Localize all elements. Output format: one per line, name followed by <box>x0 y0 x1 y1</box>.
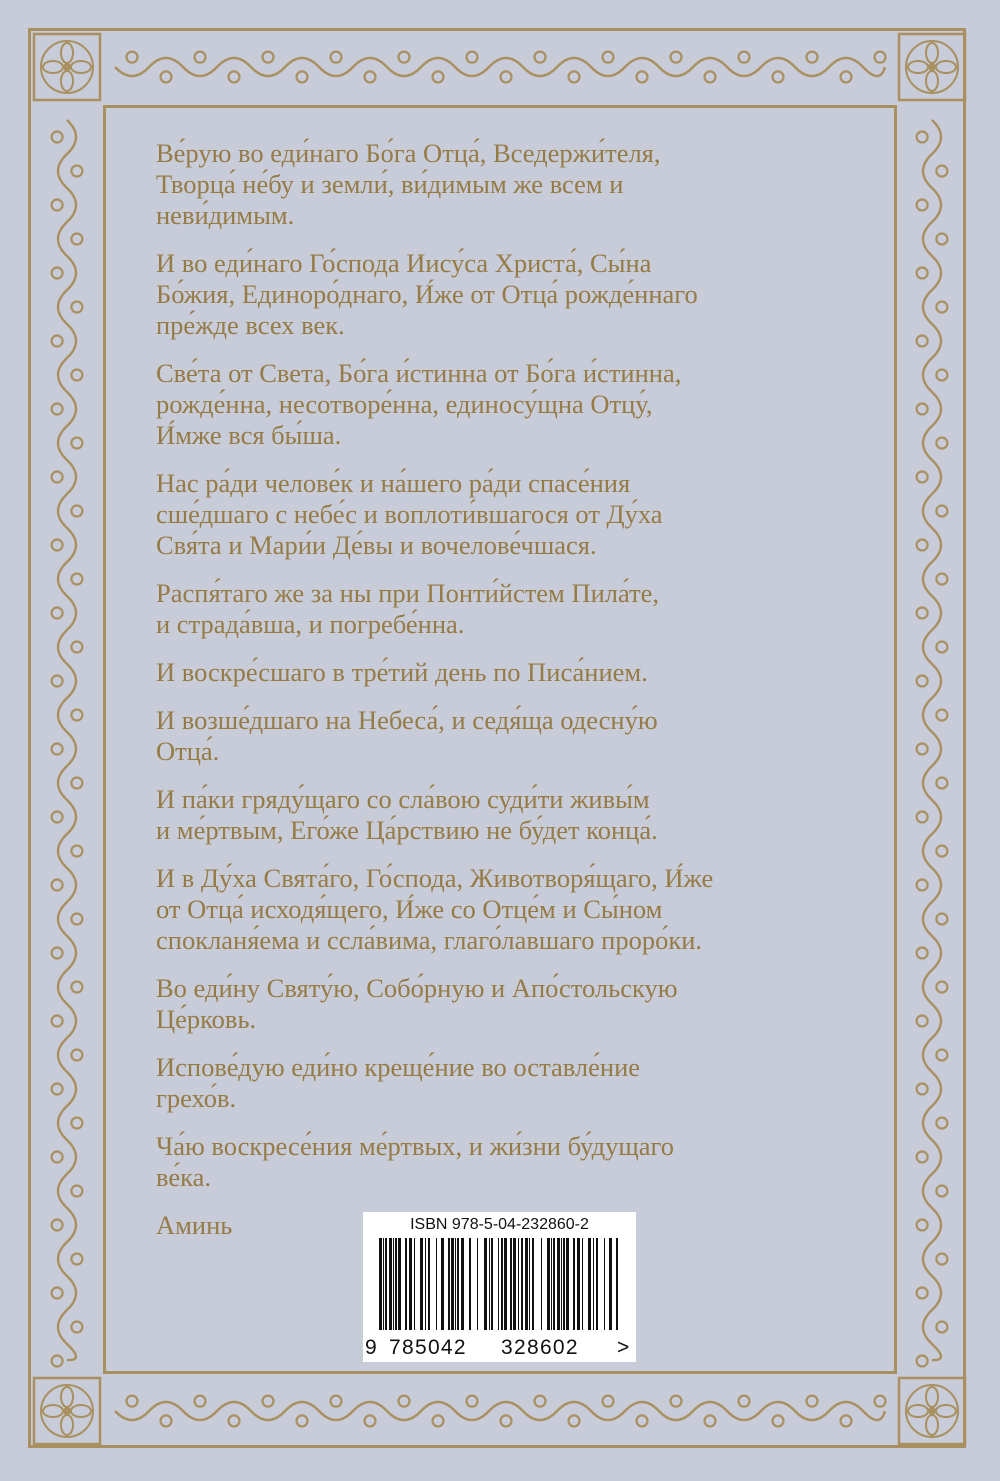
barcode-bar <box>501 1238 503 1330</box>
vine-curl <box>433 71 444 82</box>
vine-curl <box>52 1356 63 1367</box>
creed-line: сше́дшаго с небе́с и воплоти́вшагося от Ду́ха <box>156 499 663 529</box>
barcode-bar <box>425 1238 426 1330</box>
vine-curl <box>331 1396 342 1407</box>
vine-curl <box>917 1016 928 1027</box>
vine-curl <box>71 1254 82 1265</box>
vine-curl <box>52 404 63 415</box>
barcode-bar <box>553 1238 555 1330</box>
vine-curl <box>705 71 716 82</box>
creed-line: Испове́дую еди́но креще́ние во оставле́ние <box>156 1052 641 1082</box>
barcode-bar <box>455 1238 456 1330</box>
barcode-bar <box>379 1238 382 1330</box>
bottom-vine-ornament <box>115 1396 886 1427</box>
vine-curl <box>936 166 947 177</box>
creed-line: Во еди́ну Святу́ю, Собо́рную и Апо́стольскую <box>156 973 678 1003</box>
vine-curl <box>705 1415 716 1426</box>
creed-line: Ве́рую во еди́наго Бо́га Отца́, Вседержи́теля, <box>156 138 661 168</box>
creed-line: Распя́таго же за ны при Понти́йстем Пила́те, <box>156 578 660 608</box>
left-vine-ornament <box>52 120 83 1367</box>
barcode-bar <box>409 1238 412 1330</box>
creed-paragraph <box>156 705 856 767</box>
barcode-bar <box>385 1238 387 1330</box>
vine-curl <box>501 1415 512 1426</box>
barcode-bar <box>457 1238 459 1330</box>
barcode-bar <box>484 1238 487 1330</box>
vine-curl <box>773 71 784 82</box>
barcode-bar <box>513 1238 516 1330</box>
vine-curl <box>917 676 928 687</box>
creed-line: И воскре́сшаго в тре́тий день по Писа́нием. <box>156 657 648 687</box>
vine-curl <box>52 880 63 891</box>
vine-curl <box>52 540 63 551</box>
vine-curl <box>71 506 82 517</box>
vine-curl <box>399 52 410 63</box>
vine-curl <box>936 846 947 857</box>
rosette-icon <box>34 34 100 100</box>
creed-line: И во еди́наго Го́спода Иису́са Христа́, Сы́на <box>156 248 652 278</box>
vine-curl <box>603 1396 614 1407</box>
vine-curl <box>365 1415 376 1426</box>
creed-line: спокланя́ема и ссла́вима, глаго́лавшаго проро́ки. <box>156 925 703 955</box>
vine-curl <box>917 404 928 415</box>
vine-curl <box>936 778 947 789</box>
barcode-bar <box>420 1238 423 1330</box>
vine-curl <box>52 608 63 619</box>
vine-curl <box>917 880 928 891</box>
barcode-digits-right: 328602 <box>501 1336 579 1359</box>
vine-curl <box>807 52 818 63</box>
creed-line: Ча́ю воскресе́ния ме́ртвых, и жи́зни бу́дущаго <box>156 1131 674 1161</box>
isbn-label: ISBN 978-5-04-232860-2 <box>410 1216 589 1233</box>
creed-paragraph <box>156 973 856 1035</box>
barcode-bar <box>532 1238 534 1330</box>
vine-curl <box>71 1186 82 1197</box>
barcode-bar <box>563 1238 565 1330</box>
vine-curl <box>936 982 947 993</box>
vine-curl <box>52 472 63 483</box>
vine-curl <box>917 200 928 211</box>
creed-line: ве́ка. <box>156 1162 211 1192</box>
barcode-bar <box>428 1238 430 1330</box>
right-vine-ornament <box>917 120 948 1367</box>
vine-curl <box>127 1396 138 1407</box>
creed-paragraph <box>156 784 856 846</box>
barcode-bars <box>379 1238 621 1338</box>
creed-line: И па́ки гряду́щаго со сла́вою суди́ти живы́м <box>156 784 650 814</box>
vine-curl <box>52 812 63 823</box>
barcode-bar <box>521 1238 523 1330</box>
vine-curl <box>936 914 947 925</box>
vine-curl <box>501 71 512 82</box>
vine-curl <box>52 676 63 687</box>
vine-curl <box>433 1415 444 1426</box>
vine-curl <box>936 574 947 585</box>
vine-stem <box>923 120 941 1360</box>
vine-curl <box>875 1396 886 1407</box>
barcode-bar <box>477 1238 478 1330</box>
vine-stem <box>58 120 76 1360</box>
vine-curl <box>71 1050 82 1061</box>
vine-curl <box>52 268 63 279</box>
vine-curl <box>467 1396 478 1407</box>
barcode-bar <box>551 1238 552 1330</box>
vine-curl <box>936 710 947 721</box>
vine-curl <box>917 336 928 347</box>
vine-curl <box>52 1152 63 1163</box>
vine-curl <box>841 71 852 82</box>
vine-curl <box>365 71 376 82</box>
vine-curl <box>917 1220 928 1231</box>
barcode-digits-left: 785042 <box>389 1336 467 1359</box>
creed-line: и страда́вша, и погребе́нна. <box>156 609 465 639</box>
creed-line: И возше́дшаго на Небеса́, и седя́ща одесну́ю <box>156 705 658 735</box>
creed-paragraph <box>156 358 856 451</box>
barcode-bar <box>577 1238 580 1330</box>
vine-curl <box>535 52 546 63</box>
barcode-bar <box>566 1238 569 1330</box>
vine-curl <box>807 1396 818 1407</box>
vine-curl <box>917 1356 928 1367</box>
vine-curl <box>671 52 682 63</box>
creed-line: Творца́ не́бу и земли́, ви́димым же всем и <box>156 169 624 199</box>
vine-curl <box>936 642 947 653</box>
vine-curl <box>936 234 947 245</box>
vine-curl <box>936 1322 947 1333</box>
creed-line: грехо́в. <box>156 1083 237 1113</box>
vine-curl <box>127 52 138 63</box>
creed-line: Све́та от Света, Бо́га и́стинна от Бо́га и́стинна, <box>156 358 682 388</box>
vine-curl <box>875 52 886 63</box>
vine-curl <box>467 52 478 63</box>
vine-curl <box>936 302 947 313</box>
vine-curl <box>71 302 82 313</box>
barcode-bar <box>557 1238 560 1330</box>
barcode-bar <box>510 1238 512 1330</box>
vine-curl <box>331 52 342 63</box>
vine-curl <box>52 948 63 959</box>
vine-curl <box>71 642 82 653</box>
vine-curl <box>569 1415 580 1426</box>
barcode-bar <box>504 1238 507 1330</box>
barcode-bar <box>389 1238 392 1330</box>
vine-curl <box>52 1084 63 1095</box>
vine-curl <box>917 540 928 551</box>
barcode-bar <box>489 1238 490 1330</box>
vine-curl <box>195 52 206 63</box>
barcode-bar <box>582 1238 583 1330</box>
vine-curl <box>52 132 63 143</box>
vine-curl <box>297 71 308 82</box>
creed-paragraph <box>156 863 856 956</box>
vine-curl <box>71 1322 82 1333</box>
barcode-bar <box>393 1238 394 1330</box>
barcode-bar <box>498 1238 499 1330</box>
barcode-digit-lead: 9 <box>365 1336 378 1359</box>
vine-curl <box>917 1152 928 1163</box>
vine-curl <box>917 608 928 619</box>
vine-curl <box>637 1415 648 1426</box>
vine-curl <box>263 52 274 63</box>
top-vine-ornament <box>115 52 886 83</box>
vine-curl <box>739 1396 750 1407</box>
vine-curl <box>739 52 750 63</box>
vine-curl <box>52 336 63 347</box>
vine-curl <box>297 1415 308 1426</box>
creed-line: пре́жде всех век. <box>156 310 345 340</box>
vine-curl <box>917 744 928 755</box>
barcode-bar <box>414 1238 415 1330</box>
barcode-bar <box>529 1238 530 1330</box>
creed-paragraph <box>156 578 856 640</box>
vine-curl <box>917 812 928 823</box>
creed-paragraph <box>156 468 856 561</box>
vine-curl <box>52 200 63 211</box>
creed-line: и ме́ртвым, Его́же Ца́рствию не бу́дет конца́. <box>156 815 658 845</box>
vine-curl <box>535 1396 546 1407</box>
vine-curl <box>71 846 82 857</box>
vine-curl <box>52 1016 63 1027</box>
vine-curl <box>161 71 172 82</box>
rosette-icon <box>899 34 965 100</box>
barcode-bar <box>525 1238 528 1330</box>
vine-curl <box>71 710 82 721</box>
creed-paragraph <box>156 657 856 688</box>
barcode-bar <box>596 1238 598 1330</box>
creed-line: И́мже вся бы́ша. <box>156 420 342 450</box>
barcode-bar <box>609 1238 612 1330</box>
creed-line: Отца́. <box>156 736 220 766</box>
vine-curl <box>637 71 648 82</box>
vine-curl <box>71 574 82 585</box>
vine-curl <box>263 1396 274 1407</box>
creed-line: Нас ра́ди челове́к и на́шего ра́ди спасе́ния <box>156 468 631 498</box>
vine-curl <box>936 1050 947 1061</box>
vine-curl <box>936 1186 947 1197</box>
creed-line: Бо́жия, Единоро́днаго, И́же от Отца́ рожде́ннаго <box>156 279 698 309</box>
rosette-icon <box>34 1378 100 1444</box>
creed-text <box>156 138 856 1258</box>
vine-curl <box>917 948 928 959</box>
barcode-bar <box>616 1238 618 1330</box>
creed-line: рожде́нна, несотворе́нна, единосу́щна Отцу́, <box>156 389 653 419</box>
barcode-bar <box>541 1238 542 1330</box>
vine-curl <box>195 1396 206 1407</box>
vine-curl <box>773 1415 784 1426</box>
vine-curl <box>52 1288 63 1299</box>
vine-curl <box>936 506 947 517</box>
barcode-bar <box>561 1238 562 1330</box>
barcode-bar <box>491 1238 493 1330</box>
vine-curl <box>52 744 63 755</box>
barcode-bar <box>518 1238 519 1330</box>
barcode-bar <box>395 1238 397 1330</box>
barcode-bar <box>436 1238 437 1330</box>
barcode-bar <box>441 1238 444 1330</box>
vine-curl <box>71 370 82 381</box>
barcode-bar <box>405 1238 407 1330</box>
rosette-icon <box>899 1378 965 1444</box>
vine-curl <box>229 1415 240 1426</box>
barcode-bar <box>448 1238 450 1330</box>
vine-curl <box>71 1118 82 1129</box>
creed-line: от Отца́ исходя́щего, И́же со Отце́м и Сы́ном <box>156 894 663 924</box>
barcode-bar <box>469 1238 471 1330</box>
vine-curl <box>936 370 947 381</box>
vine-curl <box>917 1288 928 1299</box>
creed-paragraph <box>156 138 856 231</box>
creed-line: Це́рковь. <box>156 1004 257 1034</box>
barcode-bar <box>604 1238 605 1330</box>
vine-curl <box>71 982 82 993</box>
vine-curl <box>71 778 82 789</box>
creed-paragraph <box>156 1131 856 1193</box>
barcode-bar <box>547 1238 550 1330</box>
vine-curl <box>399 1396 410 1407</box>
creed-line: И в Ду́ха Свята́го, Го́спода, Животворя́щаго, И́же <box>156 863 714 893</box>
isbn-barcode-box <box>363 1212 636 1362</box>
vine-curl <box>917 472 928 483</box>
vine-curl <box>917 132 928 143</box>
creed-line: Аминь <box>156 1210 233 1240</box>
vine-curl <box>841 1415 852 1426</box>
vine-curl <box>603 52 614 63</box>
barcode-bar <box>588 1238 591 1330</box>
creed-line: Свя́та и Мари́и Де́вы и вочелове́чшася. <box>156 530 597 560</box>
barcode-bar <box>461 1238 464 1330</box>
creed-paragraph <box>156 1052 856 1114</box>
vine-curl <box>52 1220 63 1231</box>
vine-curl <box>917 1084 928 1095</box>
vine-curl <box>569 71 580 82</box>
vine-curl <box>936 1118 947 1129</box>
creed-paragraph <box>156 248 856 341</box>
barcode-digit-quiet: > <box>617 1336 631 1359</box>
vine-curl <box>71 234 82 245</box>
barcode-bar <box>398 1238 401 1330</box>
vine-curl <box>917 268 928 279</box>
vine-curl <box>671 1396 682 1407</box>
creed-line: неви́димым. <box>156 200 295 230</box>
vine-curl <box>71 914 82 925</box>
barcode-bar <box>451 1238 454 1330</box>
barcode-bar <box>383 1238 384 1330</box>
vine-curl <box>936 438 947 449</box>
vine-curl <box>71 166 82 177</box>
barcode-bar <box>593 1238 594 1330</box>
barcode-bar <box>573 1238 575 1330</box>
vine-curl <box>229 71 240 82</box>
vine-curl <box>71 438 82 449</box>
vine-curl <box>161 1415 172 1426</box>
vine-curl <box>936 1254 947 1265</box>
